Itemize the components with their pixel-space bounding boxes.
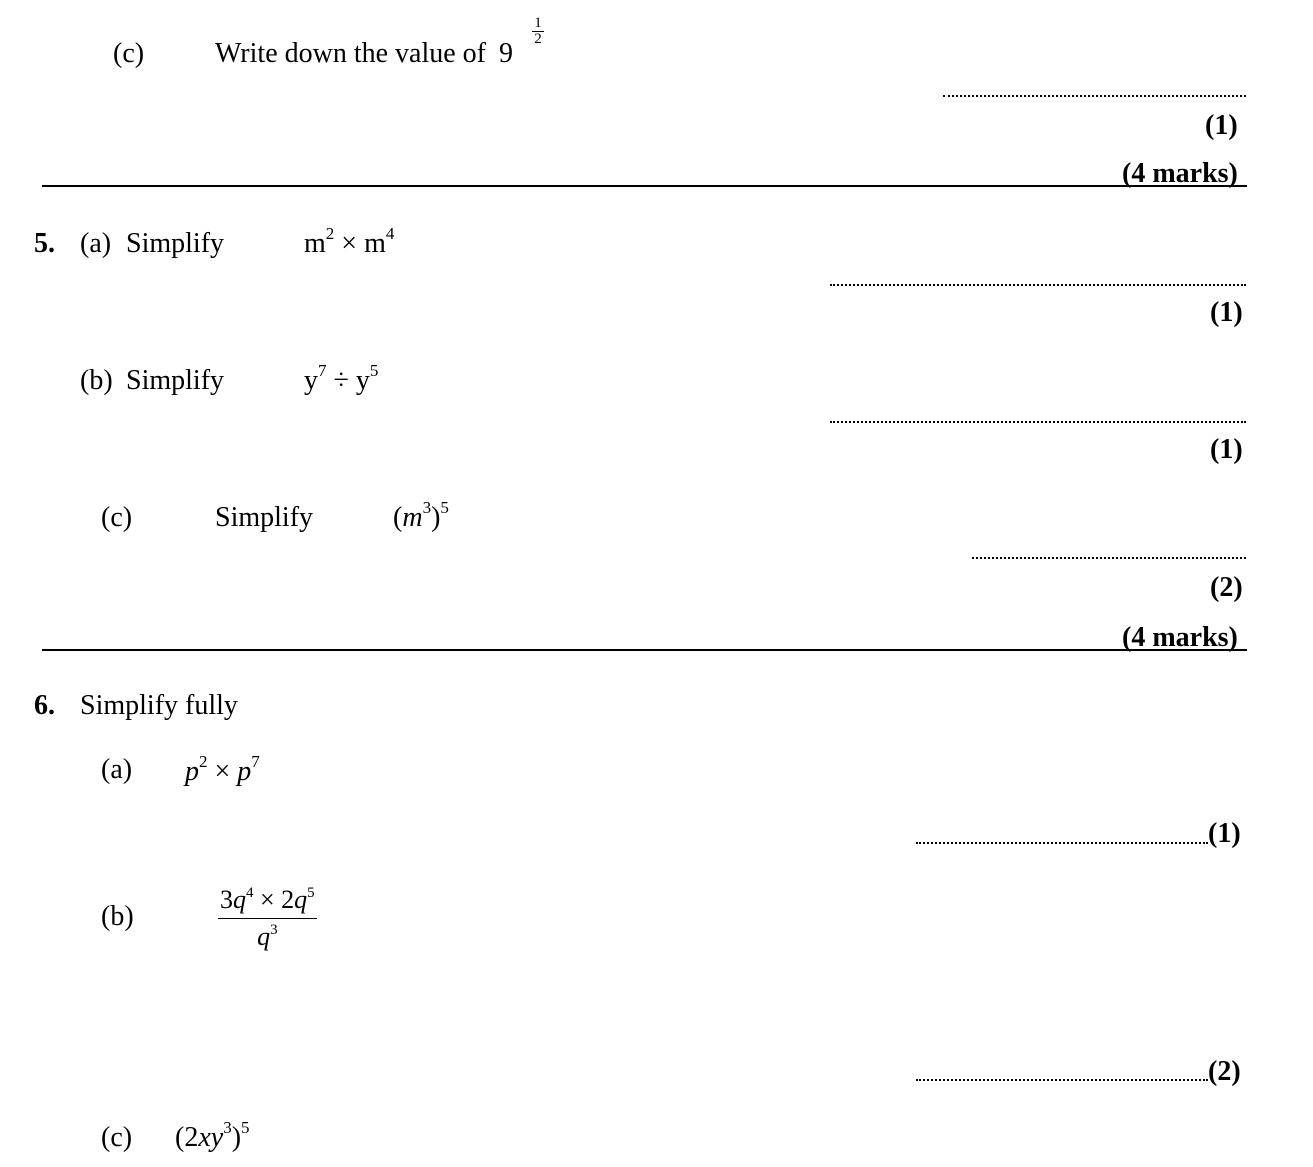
q6-number: 6. (34, 690, 55, 721)
q5c-mark: (2) (1210, 572, 1243, 603)
q5c-inner-exp: 3 (422, 498, 432, 517)
q5c-outer-exp: 5 (440, 498, 449, 517)
q6a-label: (a) (101, 754, 133, 785)
q6b-denominator (218, 919, 317, 953)
q6b-coef2: 2 (281, 885, 295, 914)
q6b-mark: (2) (1208, 1056, 1241, 1087)
q6b-numerator (218, 884, 317, 919)
q5c-base: m (402, 502, 423, 533)
q5a-base1: m (304, 228, 326, 259)
q5a-mark: (1) (1210, 297, 1243, 328)
q6b-var1: q (233, 885, 246, 914)
section-divider-2 (42, 649, 1247, 651)
q5c-answer-line[interactable] (972, 557, 1246, 559)
q5b-base1: y (304, 365, 318, 396)
q5a-base2: m (364, 228, 386, 259)
q6c-inner-exp: 3 (223, 1118, 232, 1137)
q6a-exp1: 2 (199, 752, 208, 771)
q5b-operator: ÷ (333, 365, 349, 396)
q6b-exp1: 4 (246, 885, 254, 901)
q5c-expression (393, 498, 449, 534)
q5b-exp1: 7 (318, 361, 327, 380)
q5a-operator: × (341, 228, 358, 259)
q6c-expression (175, 1118, 250, 1154)
q6b-fraction (218, 884, 317, 953)
q4c-exp-numerator: 1 (532, 16, 544, 32)
q5a-expression (304, 224, 395, 260)
q6c-label: (c) (101, 1122, 133, 1153)
q5a-exp2: 4 (385, 224, 395, 243)
q4c-mark: (1) (1205, 110, 1238, 141)
q4c-text: Write down the value of (215, 38, 487, 69)
q6b-label: (b) (101, 901, 134, 932)
q6b-exp2: 5 (307, 885, 315, 901)
q6a-expression (185, 752, 260, 788)
q6-text: Simplify fully (80, 690, 238, 721)
q4-total-marks: (4 marks) (1122, 158, 1238, 189)
q5-number: 5. (34, 228, 55, 259)
q5b-label: (b) (80, 365, 113, 396)
q5c-text: Simplify (215, 502, 314, 533)
q5b-answer-line[interactable] (830, 421, 1246, 423)
q6a-base1: p (185, 756, 199, 787)
q5b-expression (304, 361, 379, 397)
q6b-var2: q (294, 885, 308, 914)
q6b-coef1: 3 (220, 885, 233, 914)
q5b-base2: y (355, 365, 370, 396)
q6b-den-exp: 3 (270, 922, 278, 938)
q4c-exponent-fraction (532, 16, 544, 47)
section-divider-1 (42, 185, 1247, 187)
q5b-text: Simplify (126, 365, 225, 396)
q5a-text: Simplify (126, 228, 225, 259)
q4c-answer-line[interactable] (943, 95, 1246, 97)
q6b-answer-line[interactable] (916, 1079, 1208, 1081)
q6a-answer-line[interactable] (916, 842, 1208, 844)
q4c-base: 9 (499, 38, 514, 69)
q6a-mark: (1) (1208, 818, 1241, 849)
q6c-open: (2 (175, 1122, 199, 1153)
q6c-outer-exp: 5 (241, 1118, 250, 1137)
q6a-exp2: 7 (251, 752, 260, 771)
q5b-mark: (1) (1210, 434, 1243, 465)
q5-total-marks: (4 marks) (1122, 622, 1238, 653)
q4c-label: (c) (113, 38, 145, 69)
q5c-open-paren: ( (393, 502, 403, 533)
q5c-label: (c) (101, 502, 133, 533)
q4c-question (215, 38, 513, 70)
q6a-operator: × (214, 756, 231, 787)
q6b-den-var: q (257, 922, 271, 951)
q6c-vars: xy (198, 1122, 224, 1153)
q6b-operator: × (260, 885, 275, 914)
q5c-close-paren: ) (431, 502, 441, 533)
q5b-exp2: 5 (369, 361, 379, 380)
q5a-answer-line[interactable] (830, 284, 1246, 286)
q5a-exp1: 2 (325, 224, 335, 243)
q5a-label: (a) (80, 228, 112, 259)
q4c-exp-denominator: 2 (534, 31, 542, 47)
q6a-base2: p (237, 756, 252, 787)
q6c-close: ) (231, 1122, 242, 1153)
